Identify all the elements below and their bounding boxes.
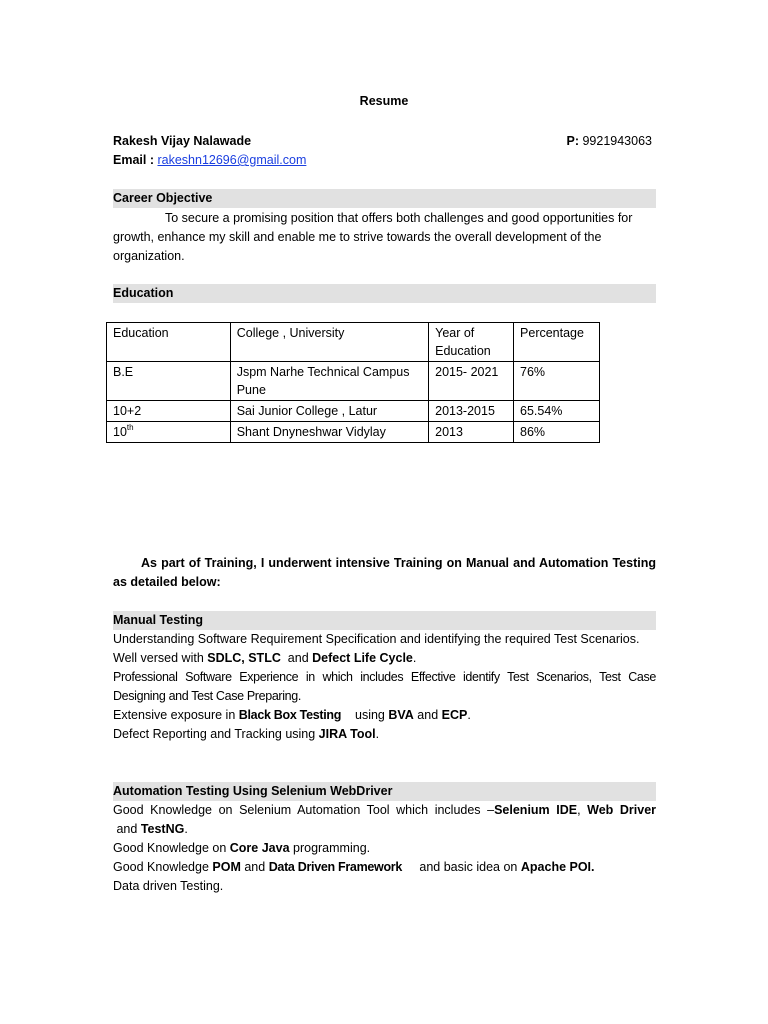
bold-span: POM [212,860,241,874]
text-span: and [113,822,141,836]
career-objective-heading: Career Objective [113,189,656,208]
bold-span: Data Driven Framework [268,860,403,874]
career-objective-text: To secure a promising position that offers both challenges and good opportunities for growth, enhance my skill and enable me to strive towards the overall development of the organization. [113,211,633,263]
year-cell: 2013 [429,422,514,443]
email-label: Email : [113,153,154,167]
document-title: Resume [359,94,409,108]
bold-span: TestNG [140,822,185,836]
bold-span: Selenium IDE [494,803,578,817]
manual-testing-heading: Manual Testing [113,611,656,630]
bold-span: ECP [441,708,468,722]
text-span: Good Knowledge on [113,841,230,855]
automation-line-datadriven: Data driven Testing. [113,879,224,893]
education-table [106,322,600,443]
phone-line [566,132,652,151]
bold-span: Apache POI. [520,860,595,874]
percent-cell: 76% [514,362,600,401]
bold-span: JIRA Tool [318,727,376,741]
percent-cell: 65.54% [514,401,600,422]
text-span: Defect Reporting and Tracking using [113,727,319,741]
manual-line-experience: Professional Software Experience in which includes Effective identify Test Scenarios, Test Case Designing and Test Case Preparing. [113,670,656,703]
column-header: Education [107,323,231,362]
text-span: Good Knowledge [113,860,213,874]
text-span: , [577,803,588,817]
text-span: . [184,822,188,836]
candidate-name: Rakesh Vijay Nalawade [113,134,252,148]
text-span: and [280,651,313,665]
phone-number: 9921943063 [582,134,652,148]
college-cell: Shant Dnyneshwar Vidylay [230,422,428,443]
automation-line-selenium [113,801,656,839]
text-span: and [240,860,269,874]
column-header: Percentage [514,323,600,362]
bold-span: Black Box Testing [238,708,342,722]
text-span: and basic idea on [402,860,521,874]
table-header-row [107,323,600,362]
text-span: Good Knowledge on Selenium Automation Tool which includes – [113,803,495,817]
bold-span: Web Driver [587,803,657,817]
text-span: . [412,651,417,665]
bold-span: SDLC, STLC [207,651,281,665]
year-cell: 2015- 2021 [429,362,514,401]
degree-cell: 10+2 [107,401,231,422]
degree-cell [107,422,231,443]
automation-testing-list [113,801,656,896]
manual-line-blackbox [113,706,656,725]
college-cell: Jspm Narhe Technical Campus Pune [230,362,428,401]
degree-cell: B.E [107,362,231,401]
manual-testing-list [113,630,656,744]
table-row [107,362,600,401]
email-line [113,151,306,170]
automation-line-pom [113,858,656,877]
bold-span: BVA [388,708,414,722]
text-span: . [467,708,471,722]
automation-testing-heading: Automation Testing Using Selenium WebDriver [113,782,656,801]
year-cell: 2013-2015 [429,401,514,422]
phone-label: P: [566,134,579,148]
text-span: . [375,727,380,741]
email-link[interactable]: rakeshn12696@gmail.com [157,153,307,167]
training-intro: As part of Training, I underwent intensive Training on Manual and Automation Testing as detailed below: [113,556,656,589]
manual-line-srs: Understanding Software Requirement Specification and identifying the required Test Scenarios. [113,632,640,646]
percent-cell: 86% [514,422,600,443]
table-row [107,422,600,443]
degree-text: 10 [113,425,127,439]
text-span: Extensive exposure in [113,708,239,722]
bold-span: Defect Life Cycle [312,651,413,665]
automation-line-java [113,839,656,858]
column-header: College , University [230,323,428,362]
manual-line-jira [113,725,656,744]
bold-span: Core Java [229,841,290,855]
column-header: Year of Education [429,323,514,362]
education-heading: Education [113,284,656,303]
text-span: using [341,708,389,722]
text-span: Well versed with [113,651,208,665]
contact-header [113,132,656,151]
text-span: programming. [289,841,371,855]
college-cell: Sai Junior College , Latur [230,401,428,422]
table-row [107,401,600,422]
manual-line-sdlc [113,649,656,668]
text-span: and [413,708,442,722]
degree-superscript: th [126,423,134,432]
